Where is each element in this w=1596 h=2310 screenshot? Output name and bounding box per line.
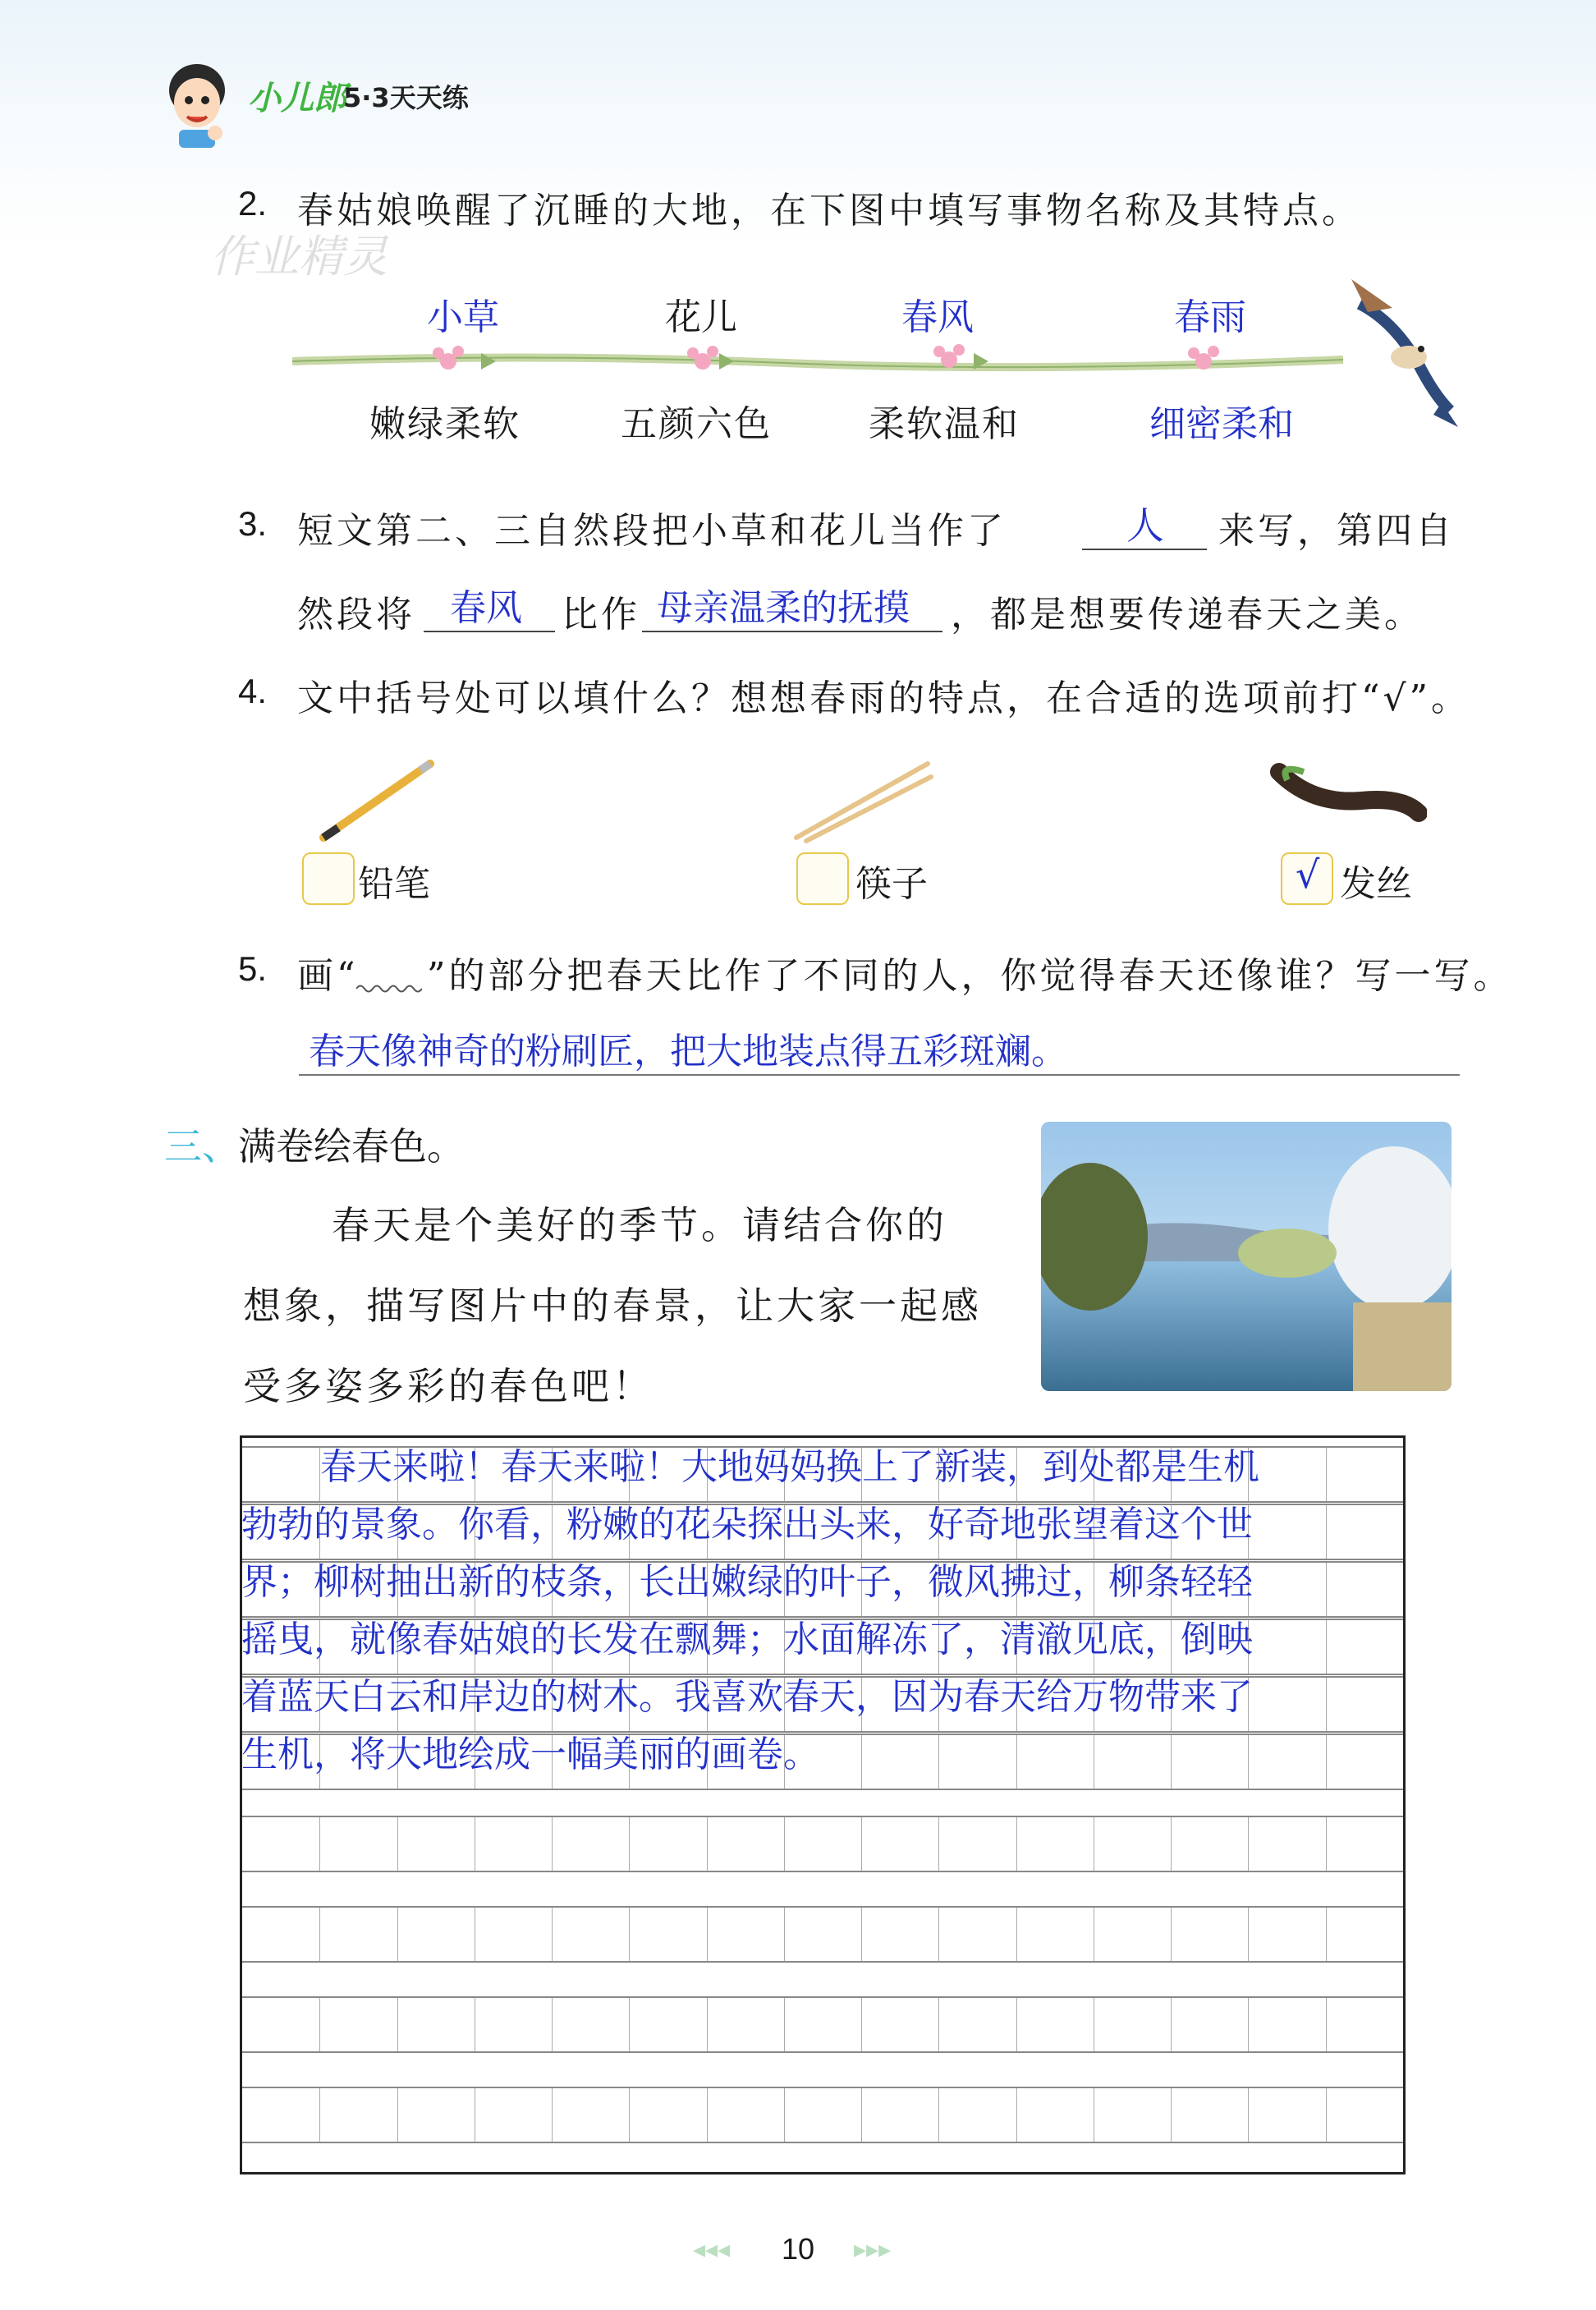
q5-text-b: ”的部分把春天比作了不同的人，你觉得春天还像谁？写一写。 (427, 955, 1513, 997)
essay-line-4: 摇曳，就像春姑娘的长发在飘舞；水面解冻了，清澈见底，倒映 (241, 1619, 1253, 1660)
grid-cell-divider (707, 1908, 708, 1961)
q2-item-name-2: 花儿 (665, 296, 737, 338)
section3-prompt-line-2: 想象，描写图片中的春景，让大家一起感 (243, 1284, 982, 1328)
option-hair-label: 发丝 (1340, 863, 1412, 905)
grid-cell-divider (1326, 1448, 1327, 1501)
option-hair-checkmark: √ (1296, 852, 1320, 897)
grid-cell-divider (784, 1998, 785, 2051)
grid-cell-divider (1171, 1817, 1172, 1871)
grid-cell-divider (938, 2088, 939, 2142)
q4-number: 4. (238, 672, 268, 710)
grid-cell-divider (1326, 1563, 1327, 1616)
q3-number: 3. (238, 504, 268, 543)
q2-item-name-4: 春雨 (1174, 296, 1246, 338)
grid-cell-divider (707, 2088, 708, 2142)
pencil-icon (315, 755, 438, 846)
mascot-avatar (164, 57, 230, 148)
grid-cell-divider (1248, 1735, 1249, 1789)
q2-item-name-1: 小草 (427, 296, 499, 338)
grid-cell-divider (1171, 2088, 1172, 2142)
q2-item-name-3: 春风 (901, 296, 974, 338)
grid-cell-divider (319, 1998, 320, 2051)
option-pencil-label: 铅笔 (358, 863, 430, 905)
essay-line-1: 春天来啦！春天来啦！大地妈妈换上了新装，到处都是生机 (320, 1446, 1259, 1488)
footer-left-arrows: ◂◂◂ (693, 2235, 731, 2264)
q3-line2-c: ，都是想要传递春天之美。 (951, 594, 1424, 636)
grid-row (242, 1816, 1403, 1872)
grid-cell-divider (1016, 1908, 1017, 1961)
grid-cell-divider (1016, 1817, 1017, 1871)
q3-line2-b: 比作 (562, 594, 640, 636)
section3-title: 满卷绘春色。 (238, 1124, 465, 1169)
page-number: 10 (782, 2232, 815, 2266)
grid-row (242, 1906, 1403, 1963)
q5-number: 5. (238, 949, 268, 988)
wavy-underline-icon (356, 982, 422, 994)
q2-item-feature-4: 细密柔和 (1149, 403, 1294, 445)
grid-cell-divider (938, 1735, 939, 1789)
chopsticks-icon (788, 755, 936, 846)
q5-answer: 春天像神奇的粉刷匠，把大地装点得五彩斑斓。 (309, 1031, 1067, 1072)
grid-cell-divider (552, 1998, 553, 2051)
grid-cell-divider (938, 1817, 939, 1871)
grid-cell-divider (1171, 1908, 1172, 1961)
watermark: 作业精灵 (210, 231, 388, 282)
q3-line1-b: 来写，第四自 (1218, 510, 1455, 552)
option-pencil-checkbox[interactable] (302, 852, 355, 905)
grid-cell-divider (319, 1908, 320, 1961)
grid-cell-divider (552, 2088, 553, 2142)
essay-line-2: 勃勃的景象。你看，粉嫩的花朵探出头来，好奇地张望着这个世 (241, 1504, 1253, 1545)
grid-cell-divider (1248, 1908, 1249, 1961)
q3-blank1: 人 (1126, 503, 1164, 548)
brand-logo: 小儿郎 (248, 80, 346, 117)
grid-cell-divider (938, 1998, 939, 2051)
grid-cell-divider (861, 1817, 862, 1871)
grid-cell-divider (552, 1908, 553, 1961)
series-title: 5·3天天练 (343, 82, 469, 113)
grid-cell-divider (1016, 1735, 1017, 1789)
q2-text: 春姑娘唤醒了沉睡的大地，在下图中填写事物名称及其特点。 (297, 190, 1361, 232)
grid-cell-divider (1326, 1998, 1327, 2051)
essay-line-3: 界；柳树抽出新的枝条，长出嫩绿的叶子，微风拂过，柳条轻轻 (241, 1561, 1253, 1603)
q3-blank3: 母亲温柔的抚摸 (657, 587, 910, 629)
grid-cell-divider (629, 1998, 630, 2051)
grid-cell-divider (629, 1908, 630, 1961)
q2-number: 2. (238, 184, 268, 223)
q3-blank3-line (642, 631, 942, 632)
grid-cell-divider (784, 1908, 785, 1961)
q3-blank2-line (424, 631, 555, 632)
grid-cell-divider (1326, 1678, 1327, 1731)
section3-prompt-line-1: 春天是个美好的季节。请结合你的 (332, 1203, 947, 1247)
footer-right-arrows: ▸▸▸ (854, 2235, 892, 2264)
grid-cell-divider (397, 1908, 398, 1961)
q2-item-feature-1: 嫩绿柔软 (369, 403, 521, 445)
grid-cell-divider (861, 2088, 862, 2142)
grid-cell-divider (707, 1998, 708, 2051)
grid-cell-divider (1326, 1817, 1327, 1871)
section3-number: 三、 (164, 1124, 240, 1169)
grid-cell-divider (784, 2088, 785, 2142)
grid-cell-divider (1016, 1998, 1017, 2051)
grid-cell-divider (1248, 1817, 1249, 1871)
grid-cell-divider (938, 1908, 939, 1961)
grid-cell-divider (1326, 1505, 1327, 1559)
grid-cell-divider (1171, 1998, 1172, 2051)
option-chopsticks-checkbox[interactable] (796, 852, 849, 905)
q3-line2-a: 然段将 (297, 594, 415, 636)
grid-row (242, 1996, 1403, 2053)
grid-cell-divider (1326, 1908, 1327, 1961)
grid-cell-divider (861, 1998, 862, 2051)
essay-line-5: 着蓝天白云和岸边的树木。我喜欢春天，因为春天给万物带来了 (241, 1676, 1253, 1718)
grid-cell-divider (1326, 1735, 1327, 1789)
grid-cell-divider (552, 1817, 553, 1871)
grid-cell-divider (784, 1817, 785, 1871)
grid-cell-divider (1171, 1735, 1172, 1789)
grid-cell-divider (397, 1998, 398, 2051)
grid-cell-divider (629, 2088, 630, 2142)
option-chopsticks-label: 筷子 (855, 863, 928, 905)
grid-cell-divider (1248, 2088, 1249, 2142)
grid-cell-divider (861, 1908, 862, 1961)
essay-line-6: 生机，将大地绘成一幅美丽的画卷。 (241, 1734, 819, 1775)
q3-line1-a: 短文第二、三自然段把小草和花儿当作了 (297, 510, 1007, 552)
grid-cell-divider (1016, 2088, 1017, 2142)
grid-cell-divider (1248, 1998, 1249, 2051)
section3-prompt-line-3: 受多姿多彩的春色吧！ (243, 1364, 654, 1408)
q3-blank2: 春风 (450, 587, 522, 629)
q5-text-a: 画“ (297, 955, 359, 997)
q4-text: 文中括号处可以填什么？想想春雨的特点，在合适的选项前打“√”。 (297, 677, 1471, 719)
grid-cell-divider (629, 1817, 630, 1871)
grid-row (242, 2087, 1403, 2143)
grid-cell-divider (1326, 1620, 1327, 1674)
grid-cell-divider (397, 2088, 398, 2142)
q2-item-feature-3: 柔软温和 (869, 403, 1020, 445)
hair-icon (1263, 755, 1427, 846)
grid-cell-divider (319, 1817, 320, 1871)
grid-cell-divider (397, 1817, 398, 1871)
spring-lake-photo (1041, 1122, 1452, 1391)
grid-cell-divider (707, 1817, 708, 1871)
q5-answer-line (299, 1074, 1460, 1076)
q2-item-feature-2: 五颜六色 (621, 403, 772, 445)
grid-cell-divider (319, 2088, 320, 2142)
grid-cell-divider (861, 1735, 862, 1789)
grid-cell-divider (1326, 2088, 1327, 2142)
